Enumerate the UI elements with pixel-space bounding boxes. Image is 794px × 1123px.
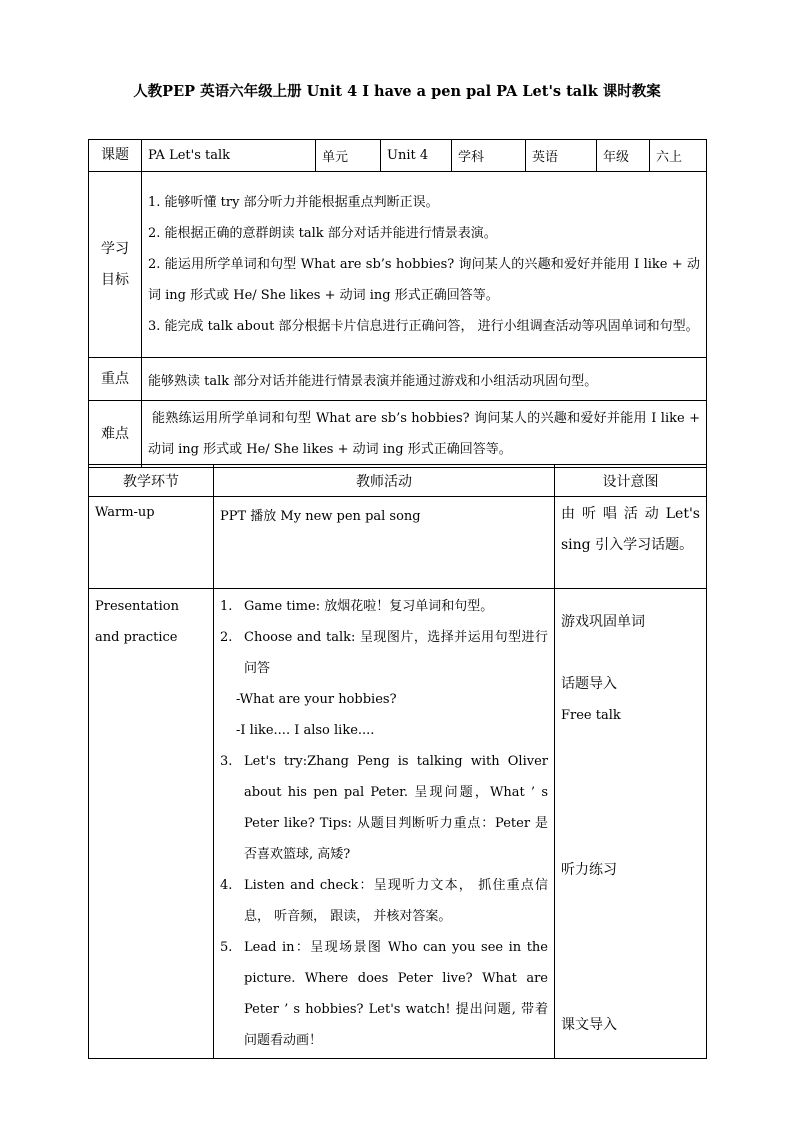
step-text: Choose and talk: 呈现图片，选择并运用句型进行问答: [244, 630, 548, 676]
subject-label: 学科: [452, 140, 526, 172]
presentation-activity: [214, 589, 555, 1059]
dialogue-line: -I like.... I also like....: [236, 723, 375, 738]
presentation-stage: Presentation and practice: [89, 589, 214, 1059]
topic-value: PA Let's talk: [142, 140, 316, 172]
goals-label: [89, 172, 142, 358]
subject-value: 英语: [526, 140, 597, 172]
header-activity: 教师活动: [214, 465, 555, 497]
warmup-activity: PPT 播放 My new pen pal song: [214, 497, 555, 589]
goal-line: 2. 能运用所学单词和句型 What are sb’s hobbies? 询问某人的兴趣和爱好并能用 I like + 动词 ing 形式或 He/ She likes + 动词 ing 形式正确回答等。: [148, 257, 700, 303]
intent-item: 课文导入: [561, 1017, 617, 1033]
dialogue-line: -What are your hobbies?: [236, 692, 397, 707]
topic-label: 课题: [89, 140, 142, 172]
key-point-text: 能够熟读 talk 部分对话并能进行情景表演并能通过游戏和小组活动巩固句型。: [142, 358, 707, 401]
intent-item: Free talk: [561, 708, 621, 723]
header-intent: 设计意图: [555, 465, 707, 497]
process-table: [88, 464, 707, 1059]
intent-item: 游戏巩固单词: [561, 614, 645, 630]
grade-value: 六上: [650, 140, 707, 172]
step-item: [220, 870, 548, 932]
goals-label-line1: 学习: [101, 240, 129, 257]
step-number: 3.: [220, 754, 233, 769]
difficulty-label: 难点: [89, 401, 142, 468]
header-stage: 教学环节: [89, 465, 214, 497]
goal-line: 2. 能根据正确的意群朗读 talk 部分对话并能进行情景表演。: [148, 226, 497, 241]
info-table: [88, 139, 707, 468]
step-text: Game time: 放烟花啦！复习单词和句型。: [244, 599, 494, 614]
intent-item: 听力练习: [561, 862, 617, 878]
step-item: [220, 591, 548, 622]
step-item: [220, 622, 548, 684]
warmup-stage: Warm-up: [89, 497, 214, 589]
step-number: 1.: [220, 599, 233, 614]
step-text: Let's try:Zhang Peng is talking with Oliver about his pen pal Peter. 呈现问题，What ’ s Peter like? Tips: 从题目判断听力重点：Peter 是否喜欢篮球, 高矮?: [244, 754, 548, 862]
unit-value: Unit 4: [381, 140, 452, 172]
goals-label-line2: 目标: [101, 271, 129, 288]
step-text: Listen and check：呈现听力文本， 抓住重点信息， 听音频， 跟读， 并核对答案。: [244, 878, 548, 924]
presentation-intent: [555, 589, 707, 1059]
step-number: 5.: [220, 940, 233, 955]
goal-line: 1. 能够听懂 try 部分听力并能根据重点判断正误。: [148, 195, 439, 210]
key-point-label: 重点: [89, 358, 142, 401]
difficulty-text: 能熟练运用所学单词和句型 What are sb’s hobbies? 询问某人的兴趣和爱好并能用 I like + 动词 ing 形式或 He/ She likes + 动词 ing 形式正确回答等。: [142, 401, 707, 468]
goal-line: 3. 能完成 talk about 部分根据卡片信息进行正确问答， 进行小组调查活动等巩固单词和句型。: [148, 319, 699, 334]
step-text: Lead in：呈现场景图 Who can you see in the picture. Where does Peter live? What are Peter ’ s hobbies? Let's watch! 提出问题, 带着问题看动画！: [244, 940, 548, 1048]
grade-label: 年级: [597, 140, 650, 172]
goals-content: [142, 172, 707, 358]
step-item: [220, 746, 548, 870]
step-item: [220, 932, 548, 1056]
page-title: 人教PEP 英语六年级上册 Unit 4 I have a pen pal PA Let's talk 课时教案: [133, 83, 661, 100]
intent-item: 话题导入: [561, 676, 617, 692]
unit-label: 单元: [316, 140, 381, 172]
warmup-intent: 由 听 唱 活 动 Let's sing 引入学习话题。: [555, 497, 707, 589]
step-number: 2.: [220, 630, 233, 645]
step-number: 4.: [220, 878, 233, 893]
